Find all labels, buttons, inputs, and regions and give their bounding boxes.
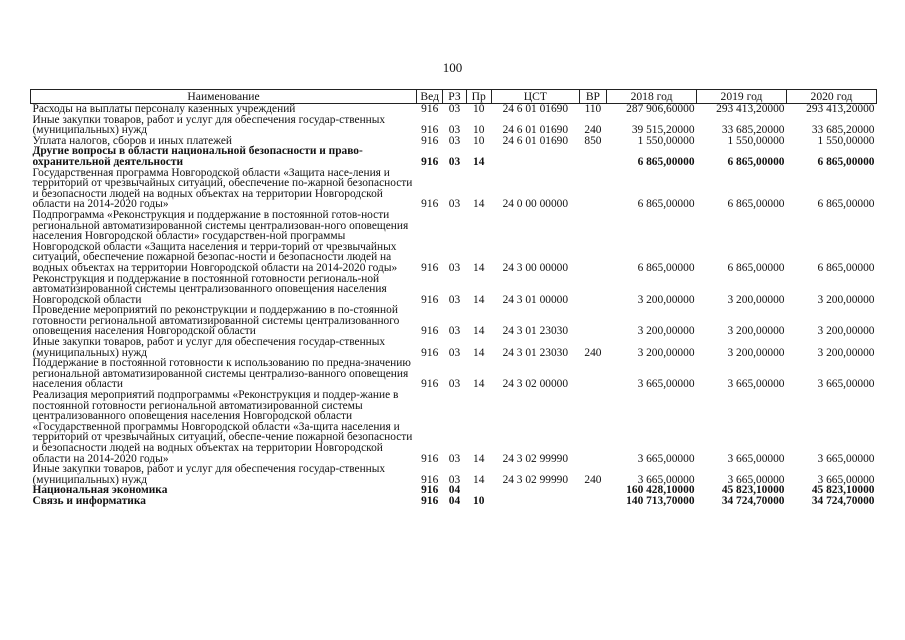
cell-ved: 916: [421, 124, 439, 137]
cell-vr: [579, 168, 606, 210]
cell-2020: 3 200,00000: [817, 293, 875, 306]
cell-ved: 916: [421, 293, 439, 306]
table-row: [31, 464, 877, 485]
cell-cst: 24 0 00 00000: [502, 198, 569, 211]
cell-2020: 293 413,20000: [806, 103, 875, 115]
table-row: [31, 104, 877, 115]
column-header-name: Наименование: [31, 90, 417, 104]
cell-ved: 916: [421, 473, 439, 486]
table-row: [31, 305, 877, 337]
cell-cst: 24 3 02 99990: [502, 473, 569, 486]
cell-rz: 03: [448, 293, 461, 306]
cell-rz: 03: [448, 261, 461, 274]
cell-pr: 10: [473, 103, 485, 115]
cell-vr: 110: [584, 103, 602, 115]
cell-2019: 3 665,00000: [727, 473, 785, 486]
cell-pr: 14: [473, 293, 485, 306]
cell-name: Государственная программа Новгородской области «Защита насе-ления и территорий от чрезвычайных ситуаций, обеспечение по-жарной безопасности и безопасности людей на водных объектах на территории Новгородской области на 2014-2020 годы»: [32, 166, 413, 211]
cell-2019: 6 865,00000: [727, 261, 785, 274]
cell-vr: [579, 485, 606, 496]
cell-name: Уплата налогов, сборов и иных платежей: [32, 134, 232, 147]
cell-pr: 14: [473, 473, 485, 486]
cell-2020: 1 550,00000: [817, 134, 875, 147]
cell-name: Иные закупки товаров, работ и услуг для обеспечения государ-ственных (муниципальных) нужд: [32, 336, 386, 359]
cell-ved: 916: [421, 452, 439, 465]
cell-cst: 24 3 02 99990: [502, 452, 569, 465]
cell-2020: 34 724,70000: [811, 494, 875, 507]
cell-vr: 240: [584, 473, 602, 486]
cell-2019: 3 200,00000: [727, 325, 785, 338]
cell-2018: 287 906,60000: [626, 103, 695, 115]
cell-2019: 3 665,00000: [727, 378, 785, 391]
cell-pr: 14: [473, 261, 485, 274]
cell-pr: 14: [473, 155, 485, 168]
table-row: [31, 496, 877, 507]
cell-name: Расходы на выплаты персоналу казенных учреждений: [32, 103, 296, 115]
cell-rz: 03: [448, 198, 461, 211]
table-row: [31, 210, 877, 274]
cell-name: Поддержание в постоянной готовности к использованию по предна-значению региональной автоматизированной системы централизо-ванного оповещения населения области: [32, 357, 411, 391]
cell-pr: 14: [473, 378, 485, 391]
cell-2020: 3 665,00000: [817, 473, 875, 486]
cell-vr: [579, 274, 606, 306]
budget-table: [30, 89, 877, 507]
cell-rz: 03: [448, 378, 461, 391]
cell-cst: 24 6 01 01690: [502, 134, 569, 147]
cell-cst: 24 3 01 23030: [502, 325, 569, 338]
cell-2018: 3 665,00000: [637, 473, 695, 486]
cell-2020: 3 665,00000: [817, 452, 875, 465]
cell-2018: 160 428,10000: [626, 484, 695, 497]
cell-2020: 6 865,00000: [817, 261, 875, 274]
cell-pr: 14: [473, 346, 485, 359]
cell-name: Подпрограмма «Реконструкция и поддержание в постоянной готов-ности региональной автоматизированной системы централизован-ного оповещения населения Новгородской области» государствен-ной программы Новгородской области «Защита населения и терри-торий от чрезвычайных ситуаций, обеспечение пожарной безопас-ности и безопасности людей на водных объектах на территории Новгородской области на 2014-2020 годы»: [32, 208, 409, 274]
column-header-2020: 2020 год: [786, 90, 876, 104]
cell-2020: 3 665,00000: [817, 378, 875, 391]
cell-rz: 04: [448, 494, 461, 507]
cell-2018: 3 665,00000: [637, 452, 695, 465]
cell-cst: [491, 496, 579, 507]
column-header-rz: РЗ: [443, 90, 466, 104]
table-row: [31, 390, 877, 464]
cell-2020: 6 865,00000: [817, 155, 875, 168]
cell-pr: 10: [473, 124, 485, 137]
cell-vr: [579, 146, 606, 167]
table-row: [31, 146, 877, 167]
column-header-2018: 2018 год: [607, 90, 697, 104]
cell-ved: 916: [421, 155, 439, 168]
cell-2019: 34 724,70000: [721, 494, 785, 507]
cell-2019: 1 550,00000: [727, 134, 785, 147]
column-header-cst: ЦСТ: [491, 90, 579, 104]
cell-rz: 03: [448, 103, 461, 115]
cell-2020: 6 865,00000: [817, 198, 875, 211]
cell-name: Реконструкция и поддержание в постоянной готовности региональ-ной автоматизированной системы централизованного оповещения населения Новгородской области: [32, 272, 387, 306]
cell-cst: 24 3 00 00000: [502, 261, 569, 274]
cell-2018: 6 865,00000: [637, 155, 695, 168]
cell-cst: [491, 146, 579, 167]
cell-2019: 33 685,20000: [721, 124, 785, 137]
cell-cst: 24 6 01 01690: [502, 124, 569, 137]
cell-cst: 24 3 01 00000: [502, 293, 569, 306]
table-row: [31, 168, 877, 210]
cell-2018: 1 550,00000: [637, 134, 695, 147]
cell-ved: 916: [421, 103, 439, 115]
cell-2018: 6 865,00000: [637, 261, 695, 274]
cell-rz: 03: [448, 346, 461, 359]
cell-pr: 14: [473, 325, 485, 338]
column-header-vr: ВР: [579, 90, 606, 104]
cell-cst: 24 3 01 23030: [502, 346, 569, 359]
cell-2020: 3 200,00000: [817, 346, 875, 359]
cell-pr: 14: [473, 198, 485, 211]
cell-2019: 3 665,00000: [727, 452, 785, 465]
table-row: [31, 115, 877, 136]
cell-2020: 3 200,00000: [817, 325, 875, 338]
cell-2020: 33 685,20000: [811, 124, 875, 137]
cell-2018: 3 200,00000: [637, 325, 695, 338]
cell-2020: 45 823,10000: [811, 484, 875, 497]
cell-vr: 240: [584, 346, 602, 359]
cell-2018: 140 713,70000: [626, 494, 695, 507]
cell-cst: 24 3 02 00000: [502, 378, 569, 391]
cell-rz: 03: [448, 473, 461, 486]
cell-pr: 14: [473, 452, 485, 465]
cell-vr: [579, 358, 606, 390]
cell-2018: 3 200,00000: [637, 293, 695, 306]
cell-2019: 3 200,00000: [727, 293, 785, 306]
cell-rz: 03: [448, 134, 461, 147]
cell-cst: [491, 485, 579, 496]
cell-name: Проведение мероприятий по реконструкции и поддержанию в по-стоянной готовности региональной автоматизированной системы централизованного оповещения населения Новгородской области: [32, 304, 400, 338]
cell-2018: 39 515,20000: [631, 124, 695, 137]
cell-cst: 24 6 01 01690: [502, 103, 569, 115]
cell-2019: 6 865,00000: [727, 198, 785, 211]
cell-2018: 3 665,00000: [637, 378, 695, 391]
cell-rz: 03: [448, 155, 461, 168]
cell-pr: 10: [473, 134, 485, 147]
column-header-2019: 2019 год: [697, 90, 787, 104]
table-row: [31, 274, 877, 306]
cell-ved: 916: [421, 378, 439, 391]
cell-rz: 03: [448, 124, 461, 137]
cell-ved: 916: [421, 484, 439, 497]
cell-ved: 916: [421, 198, 439, 211]
table-header-row: [31, 90, 877, 104]
column-header-ved: Вед: [417, 90, 443, 104]
cell-vr: 240: [584, 124, 602, 137]
column-header-pr: Пр: [466, 90, 491, 104]
cell-ved: 916: [421, 134, 439, 147]
page-number: 100: [442, 60, 463, 75]
cell-vr: [579, 390, 606, 464]
table-row: [31, 358, 877, 390]
cell-2019: 45 823,10000: [721, 484, 785, 497]
cell-name: Другие вопросы в области национальной безопасности и право-охранительной деятельности: [32, 145, 363, 168]
cell-2018: 6 865,00000: [637, 198, 695, 211]
cell-2019: 3 200,00000: [727, 346, 785, 359]
cell-rz: 03: [448, 452, 461, 465]
cell-2019: 293 413,20000: [716, 103, 785, 115]
cell-name: Иные закупки товаров, работ и услуг для обеспечения государ-ственных (муниципальных) нужд: [32, 463, 386, 486]
cell-name: Реализация мероприятий подпрограммы «Реконструкция и поддер-жание в постоянной готовности региональной автоматизированной системы централизованного оповещения населения Новгородской области «Государственной программы Новгородской области «За-щита населения и территорий от чрезвычайных ситуаций, обеспе-чение пожарной безопасности и безопасности людей на водных объектах на территории Новгородской области на 2014-2020 годы»: [32, 389, 413, 465]
cell-name: Связь и информатика: [32, 494, 146, 507]
cell-rz: 03: [448, 325, 461, 338]
cell-ved: 916: [421, 494, 439, 507]
cell-vr: [579, 305, 606, 337]
cell-pr: 10: [473, 494, 485, 507]
cell-2019: 6 865,00000: [727, 155, 785, 168]
cell-vr: [579, 496, 606, 507]
cell-rz: 04: [448, 484, 461, 497]
cell-2018: 3 200,00000: [637, 346, 695, 359]
cell-ved: 916: [421, 325, 439, 338]
cell-vr: [579, 210, 606, 274]
cell-vr: 850: [584, 134, 602, 147]
table-row: [31, 337, 877, 358]
cell-name: Национальная экономика: [32, 484, 168, 497]
cell-ved: 916: [421, 346, 439, 359]
cell-name: Иные закупки товаров, работ и услуг для обеспечения государ-ственных (муниципальных) нужд: [32, 113, 386, 137]
cell-ved: 916: [421, 261, 439, 274]
